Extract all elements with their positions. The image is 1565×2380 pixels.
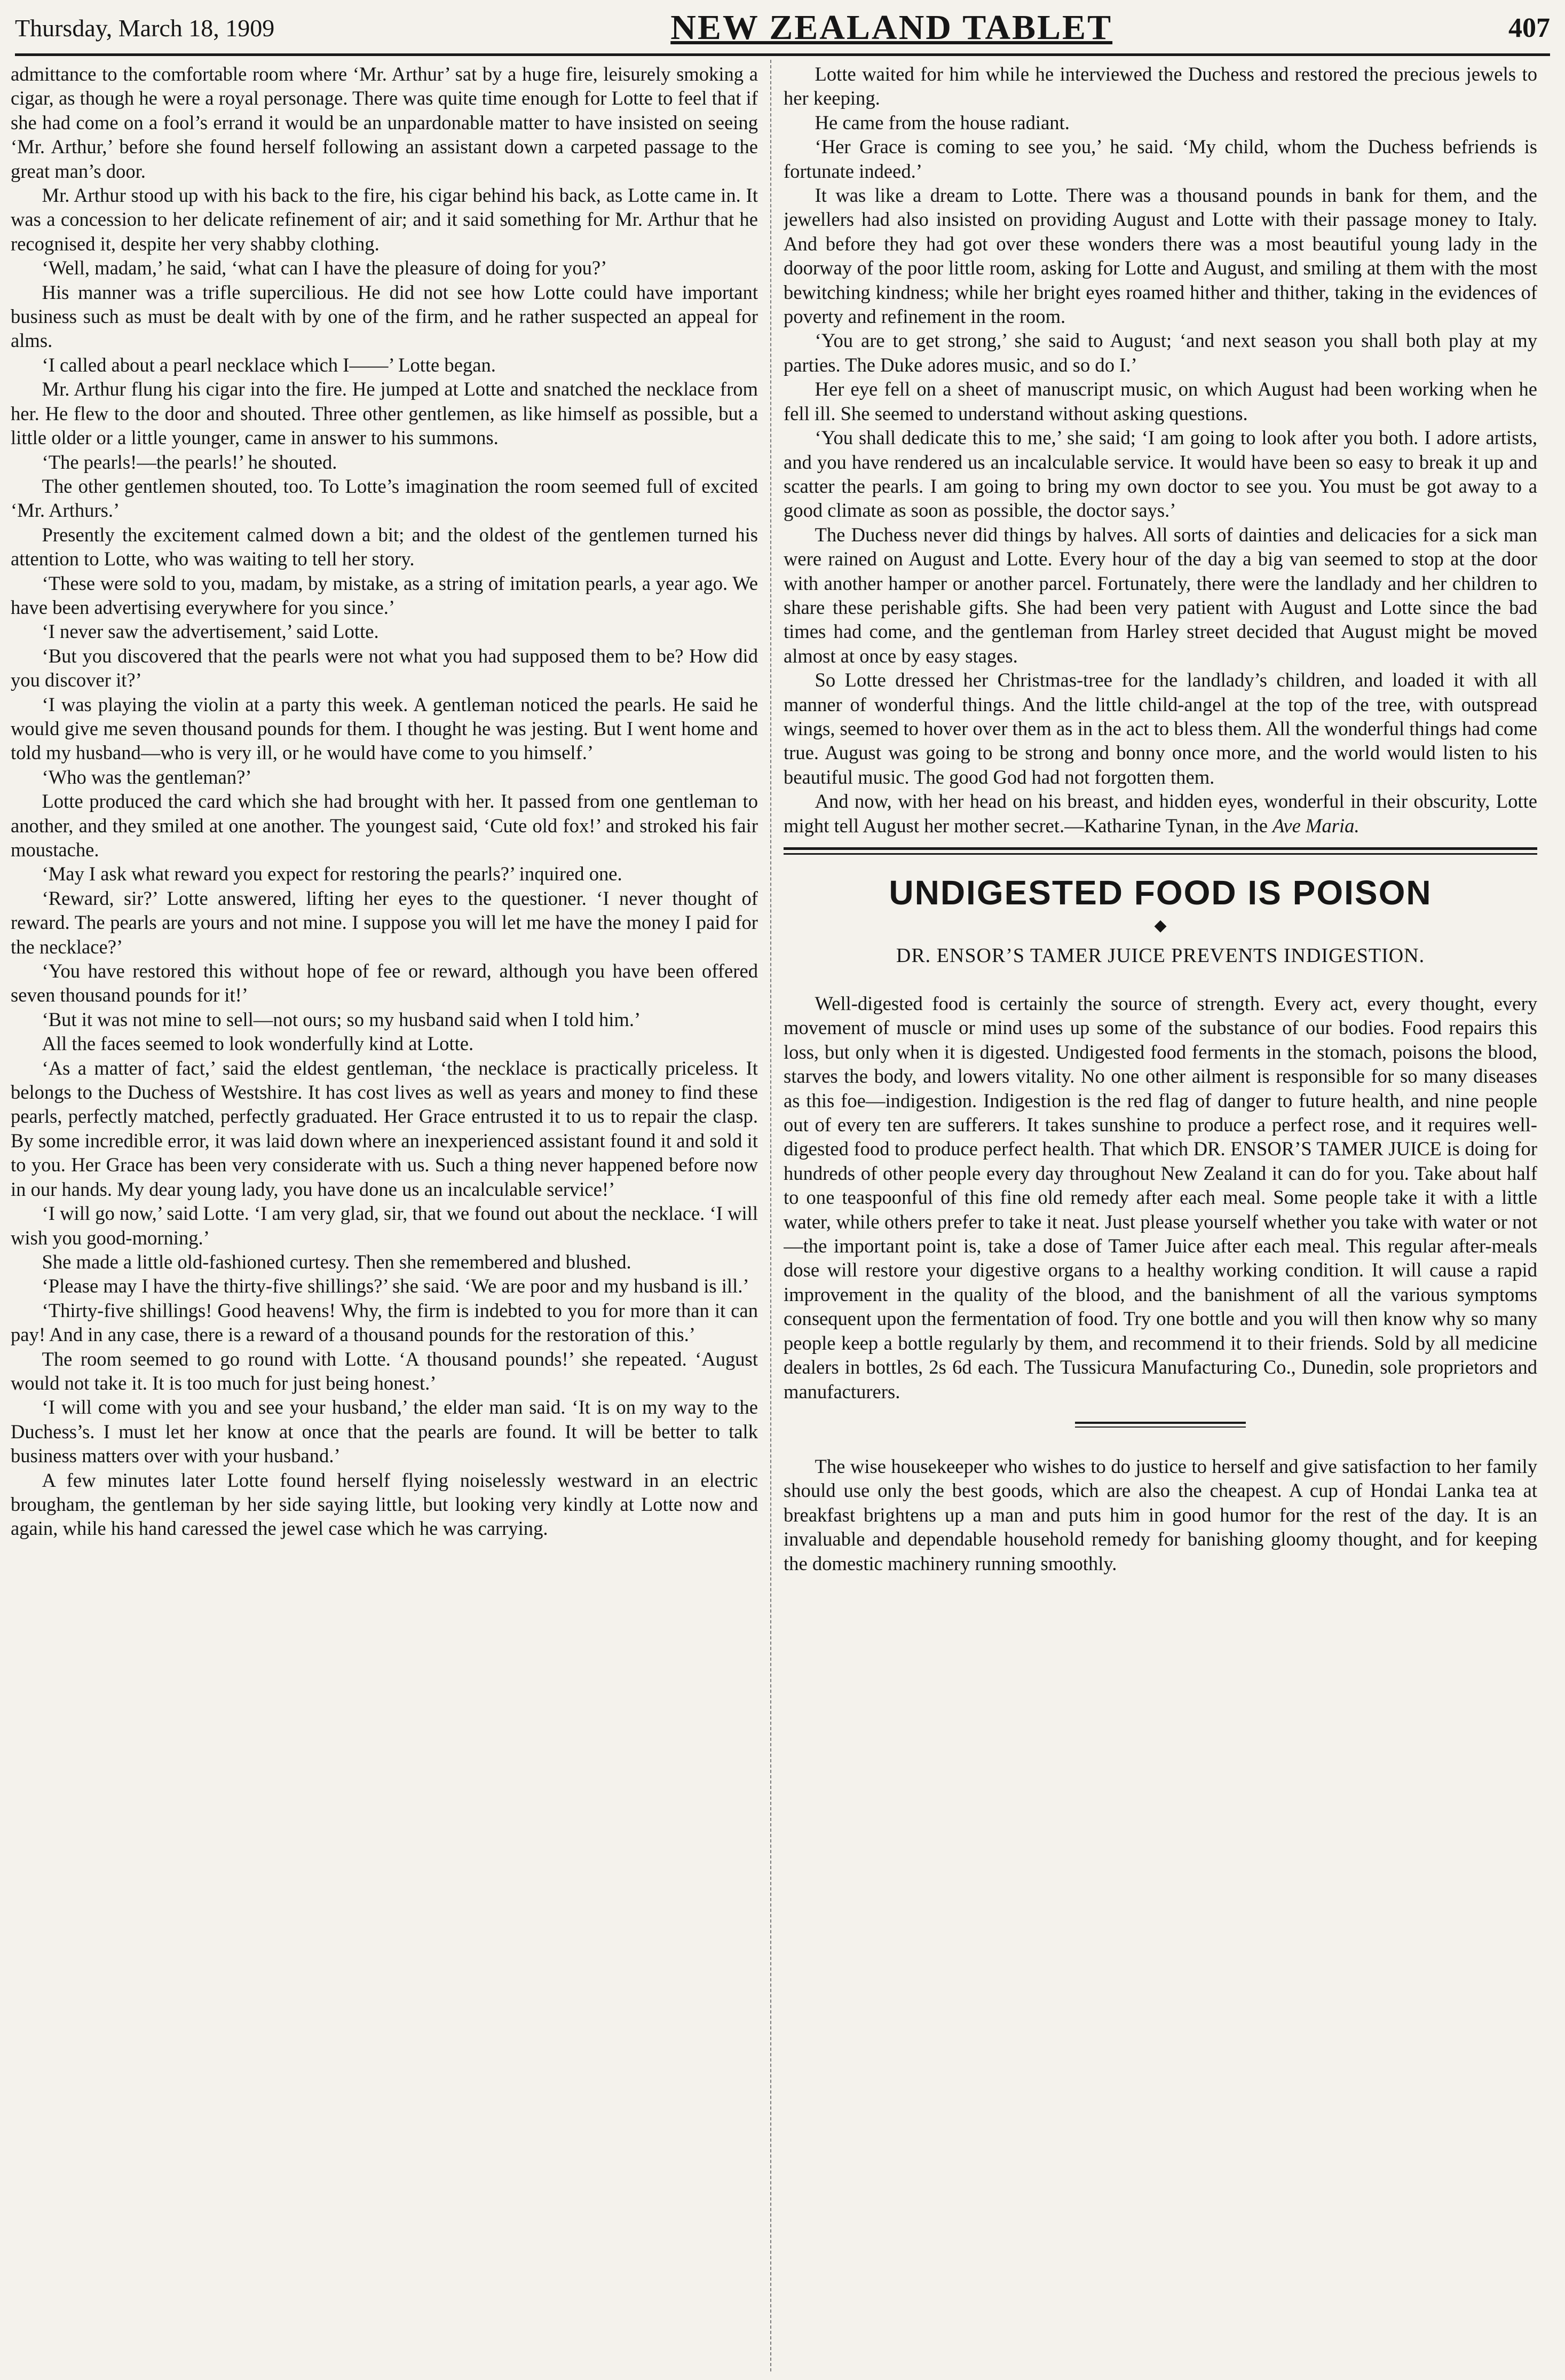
tea-notice: The wise housekeeper who wishes to do justice to herself and give satisfaction to her family should use only the best goods, which are also the cheapest. A cup of Hondai Lanka tea at breakfast brightens up a man and puts him in good humor for the rest of the day. It is an invaluable and dependable household remedy for banishing gloomy thought, and for keeping the domestic machinery running smoothly.: [784, 1455, 1537, 1574]
story-paragraph: ‘Thirty-five shillings! Good heavens! Why, the firm is indebted to you for more than it can pay! And in any case, there is a reward of a thousand pounds for the restoration of this.’: [11, 1299, 758, 1346]
story-paragraph: ‘But it was not mine to sell—not ours; so my husband said when I told him.’: [42, 1008, 641, 1030]
story-paragraph: ‘I was playing the violin at a party this week. A gentleman noticed the pearls. He said he would give me seven thousand pounds for them. I thought he was jesting. But I went home and told my husband—who is very ill, or he would have come to you himself.’: [11, 693, 758, 764]
story-paragraph: Lotte produced the card which she had brought with her. It passed from one gentleman to another, and they smiled at one another. The youngest said, ‘Cute old fox!’ and stroked his fair moustache.: [11, 790, 758, 861]
story-paragraph: The room seemed to go round with Lotte. ‘A thousand pounds!’ she repeated. ‘August would not take it. It is too much for just being honest.’: [11, 1347, 758, 1394]
story-paragraph: ‘I will come with you and see your husband,’ the elder man said. ‘It is on my way to the Duchess’s. I must let her know at once that the pearls are found. It will be better to talk business matters over with your husband.’: [11, 1396, 758, 1467]
story-paragraph: His manner was a trifle supercilious. He did not see how Lotte could have important business such as must be dealt with by one of the firm, and he rather suspected an appeal for alms.: [11, 281, 758, 352]
story-paragraph: She made a little old-fashioned curtesy. Then she remembered and blushed.: [42, 1250, 631, 1273]
page-number: 407: [1508, 12, 1550, 43]
source-publication: Ave Maria.: [1272, 814, 1360, 837]
tamer-juice-advertisement: [784, 874, 1537, 1404]
story-paragraph: ‘These were sold to you, madam, by mistake, as a string of imitation pearls, a year ago. We have been advertising everywhere for you since.’: [11, 572, 758, 618]
story-closing-paragraph: [784, 789, 1537, 838]
story-paragraph: ‘Her Grace is coming to see you,’ he said. ‘My child, whom the Duchess befriends is fortunate indeed.’: [784, 136, 1537, 182]
story-paragraph: The Duchess never did things by halves. All sorts of dainties and delicacies for a sick man were rained on August and Lotte. Every hour of the day a big van seemed to stop at the door with another hamper or another parcel. Fortunately, there were the landlady and her children to share these perishable gifts. She had been very patient with August and Lotte since the bad times had come, and the gentleman from Harley street decided that August might be moved almost at once by easy stages.: [784, 523, 1537, 667]
story-paragraph: ‘Please may I have the thirty-five shillings?’ she said. ‘We are poor and my husband is ill.’: [42, 1275, 749, 1297]
closing-text: And now, with her head on his breast, and hidden eyes, wonderful in their obscurity, Lotte might tell August her mother secret.—Katharine Tynan, in the: [784, 790, 1537, 837]
short-divider: [1075, 1422, 1246, 1428]
right-column: [784, 62, 1537, 2368]
story-paragraph: ‘You shall dedicate this to me,’ she said; ‘I am going to look after you both. I adore artists, and you have rendered us an incalculable service. It would have been so easy to break it up and scatter the pearls. I am going to bring my own doctor to see you. You must be got away to a good climate as soon as possible, the doctor says.’: [784, 427, 1537, 522]
issue-date: Thursday, March 18, 1909: [15, 14, 275, 42]
story-paragraph: Mr. Arthur flung his cigar into the fire. He jumped at Lotte and snatched the necklace from her. He flew to the door and shouted. Three other gentlemen, as like himself as possible, but a little older or a little younger, came in answer to his summons.: [11, 378, 758, 449]
story-paragraph: Mr. Arthur stood up with his back to the fire, his cigar behind his back, as Lotte came in. It was a concession to her delicate refinement of air; and it said something for Mr. Arthur that he recognised it, despite her very shabby clothing.: [11, 184, 758, 255]
masthead: [15, 2, 1550, 56]
story-paragraph: ‘You have restored this without hope of fee or reward, although you have been offered seven thousand pounds for it!’: [11, 960, 758, 1006]
story-paragraph: ‘I never saw the advertisement,’ said Lotte.: [42, 620, 379, 643]
story-paragraph: The other gentlemen shouted, too. To Lotte’s imagination the room seemed full of excited ‘Mr. Arthurs.’: [11, 475, 758, 522]
story-paragraph: ‘But you discovered that the pearls were not what you had supposed them to be? How did you discover it?’: [11, 644, 758, 691]
story-paragraph: He came from the house radiant.: [815, 111, 1070, 133]
story-paragraph: ‘I called about a pearl necklace which I——’ Lotte began.: [42, 353, 496, 376]
story-paragraph: A few minutes later Lotte found herself flying noiselessly westward in an electric brougham, the gentleman by her side saying little, but looking very kindly at Lotte now and again, while his hand caressed the jewel case which he was carrying.: [11, 1469, 758, 1540]
diamond-ornament-icon: ◆: [1154, 917, 1167, 934]
story-paragraph: ‘Reward, sir?’ Lotte answered, lifting her eyes to the questioner. ‘I never thought of reward. The pearls are yours and not mine. I suppose you will let me have the money I paid for the necklace?’: [11, 887, 758, 958]
story-paragraph: ‘As a matter of fact,’ said the eldest gentleman, ‘the necklace is practically priceless. It belongs to the Duchess of Westshire. It has cost lives as well as years and money to find these pearls, perfectly matched, perfectly graduated. Her Grace entrusted it to us to repair the clasp. By some incredible error, it was laid down where an inexperienced assistant found it and sold it to you. Her Grace has been very considerate with us. Such a thing never happened before now in our hands. My dear young lady, you have done us an incalculable service!’: [11, 1057, 758, 1200]
story-paragraph: Presently the excitement calmed down a bit; and the oldest of the gentlemen turned his attention to Lotte, who was waiting to tell her story.: [11, 523, 758, 570]
story-continuation: [784, 62, 1537, 789]
ad-body: Well-digested food is certainly the source of strength. Every act, every thought, every movement of muscle or mind uses up some of the substance of our bodies. Food repairs this loss, but only when it is digested. Undigested food ferments in the stomach, poisons the blood, starves the body, and lowers vitality. No one other ailment is responsible for so many diseases as this foe—indigestion. Indigestion is the red flag of danger to future health, and nine people out of every ten are sufferers. It takes sunshine to produce a perfect rose, and it requires well-digested food to produce perfect health. That which DR. ENSOR’S TAMER JUICE is doing for hundreds of other people every day throughout New Zealand it can do for you. Take about half to one teaspoonful of this fine old remedy after each meal. Some people take it with a little water, while others prefer to take it neat. Just please yourself whether you take with water or not—the important point is, take a dose of Tamer Juice after each meal. This regular after-meals dose will restore your digestive organs to a healthy working condition. It will cause a rapid improvement in the quality of the blood, and the banishment of all the various symptoms consequent upon the fermentation of food. Try one bottle and you will then know why so many people keep a bottle regularly by them, and recommend it to their friends. Sold by all medicine dealers in bottles, 2s 6d each. The Tussicura Manufacturing Co., Dunedin, sole proprietors and manufacturers.: [784, 992, 1537, 1402]
story-paragraph: Her eye fell on a sheet of manuscript music, on which August had been working when he fell ill. She seemed to understand without asking questions.: [784, 378, 1537, 424]
story-paragraph: All the faces seemed to look wonderfully kind at Lotte.: [42, 1033, 474, 1055]
story-paragraph: Lotte waited for him while he interviewed the Duchess and restored the precious jewels to her keeping.: [784, 63, 1537, 109]
story-paragraph: It was like a dream to Lotte. There was a thousand pounds in bank for them, and the jewellers had also insisted on providing August and Lotte with their passage money to Italy. And before they had got over these wonders there was a most beautiful young lady in the doorway of the poor little room, asking for Lotte and August, and smiling at them with the most bewitching kindness; while her bright eyes roamed hither and thither, taking in the evidences of poverty and refinement in the room.: [784, 184, 1537, 328]
story-paragraph: ‘You are to get strong,’ she said to August; ‘and next season you shall both play at my parties. The Duke adores music, and so do I.’: [784, 329, 1537, 376]
left-column-story: [11, 62, 758, 2368]
story-paragraph: ‘Who was the gentleman?’: [42, 766, 252, 788]
story-paragraph: ‘The pearls!—the pearls!’ he shouted.: [42, 451, 337, 473]
story-paragraph: So Lotte dressed her Christmas-tree for the landlady’s children, and loaded it with all manner of wonderful things. And the little child-angel at the top of the tree, with outspread wings, seemed to hover over them as in the act to bless them. All the wonderful things had come true. August was going to be strong and bonny once more, and the world would listen to his beautiful music. The good God had not forgotten them.: [784, 669, 1537, 788]
story-paragraph: ‘May I ask what reward you expect for restoring the pearls?’ inquired one.: [42, 863, 622, 885]
ad-headline: UNDIGESTED FOOD IS POISON: [889, 873, 1432, 912]
story-paragraph: admittance to the comfortable room where ‘Mr. Arthur’ sat by a huge fire, leisurely smoking a cigar, as though he were a royal personage. There was quite time enough for Lotte to feel that if she had come on a fool’s errand it would be an unpardonable matter to have insisted on seeing ‘Mr. Arthur,’ before she found herself following an assistant down a carpeted passage to the great man’s door.: [11, 63, 758, 182]
newspaper-title: NEW ZEALAND TABLET: [670, 8, 1113, 47]
story-paragraph: ‘I will go now,’ said Lotte. ‘I am very glad, sir, that we found out about the necklace. ‘I will wish you good-morning.’: [11, 1202, 758, 1249]
section-rule: [784, 847, 1537, 850]
section-rule-thin: [784, 853, 1537, 855]
ad-subheadline: DR. ENSOR’S TAMER JUICE PREVENTS INDIGESTION.: [896, 944, 1425, 967]
column-divider: [770, 60, 771, 2371]
story-paragraph: ‘Well, madam,’ he said, ‘what can I have the pleasure of doing for you?’: [42, 257, 607, 279]
